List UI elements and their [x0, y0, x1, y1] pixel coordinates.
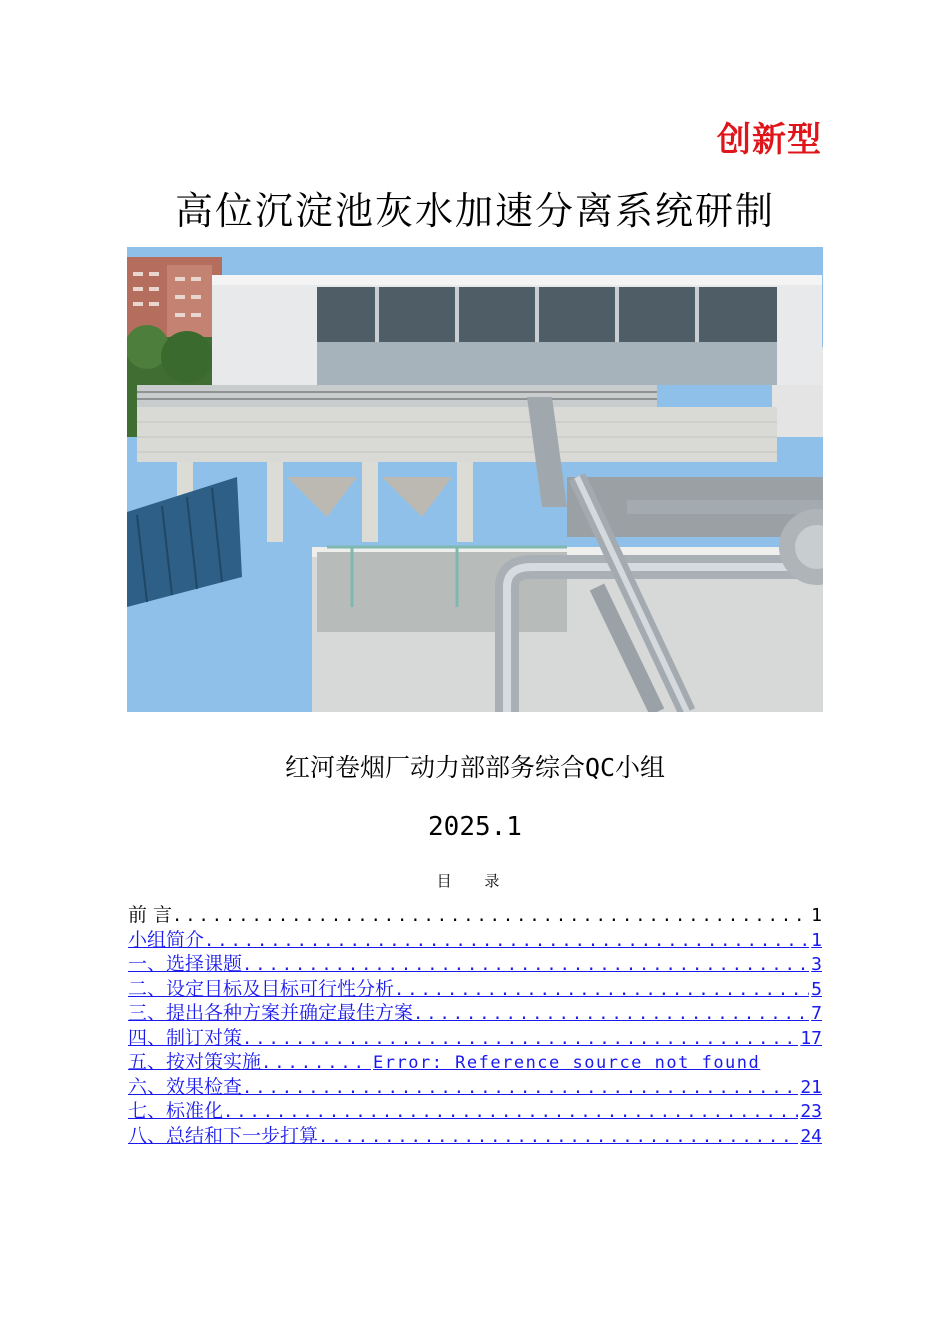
toc-dot-leader — [242, 955, 809, 974]
toc-dot-leader — [394, 980, 809, 999]
toc-item-page: 7 — [811, 1003, 822, 1023]
toc-item-page: 21 — [800, 1076, 822, 1096]
toc-item-page: 17 — [800, 1027, 822, 1047]
toc-dot-leader — [204, 931, 809, 950]
toc-dot-leader — [223, 1102, 798, 1121]
toc-item-implementation[interactable] — [128, 1047, 822, 1072]
toc-dot-leader — [261, 1053, 371, 1072]
cover-photo — [127, 247, 823, 712]
toc-dot-leader — [413, 1004, 809, 1023]
toc-item-label: 二、设定目标及目标可行性分析 — [128, 977, 395, 998]
toc-item-page: 23 — [800, 1101, 822, 1121]
toc-item-target-setting[interactable] — [128, 974, 822, 999]
toc-dot-leader — [318, 1127, 798, 1146]
toc-item-page: 24 — [800, 1125, 822, 1145]
toc-item-standardization[interactable] — [128, 1096, 822, 1121]
toc-item-page-error: Error: Reference source not found — [373, 1053, 761, 1072]
toc-item-effect-check[interactable] — [128, 1072, 822, 1097]
toc-item-label: 一、选择课题 — [128, 953, 243, 974]
document-title: 高位沉淀池灰水加速分离系统研制 — [174, 189, 775, 233]
toc-heading: 目 录 — [436, 872, 514, 890]
toc-item-summary[interactable] — [128, 1121, 822, 1146]
toc-dot-leader — [242, 1078, 798, 1097]
toc-item-page: 5 — [811, 978, 822, 998]
table-of-contents — [128, 900, 822, 1145]
toc-item-label: 前 言 — [128, 904, 173, 925]
toc-dot-leader — [242, 1029, 798, 1048]
toc-item-label: 四、制订对策 — [128, 1026, 243, 1047]
toc-item-preface[interactable] — [128, 900, 822, 925]
toc-item-label: 小组简介 — [128, 928, 205, 949]
toc-dot-leader — [172, 906, 809, 925]
toc-item-team-intro[interactable] — [128, 925, 822, 950]
toc-item-solutions[interactable] — [128, 998, 822, 1023]
toc-item-countermeasures[interactable] — [128, 1023, 822, 1048]
toc-item-topic-selection[interactable] — [128, 949, 822, 974]
toc-item-page: 1 — [811, 929, 822, 949]
toc-item-label: 八、总结和下一步打算 — [128, 1124, 319, 1145]
toc-item-label: 三、提出各种方案并确定最佳方案 — [128, 1002, 414, 1023]
toc-item-label: 六、效果检查 — [128, 1075, 243, 1096]
document-type-tag: 创新型 — [717, 120, 822, 160]
document-date: 2025.1 — [428, 812, 522, 842]
toc-item-page: 1 — [811, 905, 822, 925]
toc-item-page: 3 — [811, 954, 822, 974]
toc-item-label: 七、标准化 — [128, 1100, 224, 1121]
toc-item-label: 五、按对策实施 — [128, 1051, 262, 1072]
team-name: 红河卷烟厂动力部部务综合QC小组 — [284, 753, 666, 782]
